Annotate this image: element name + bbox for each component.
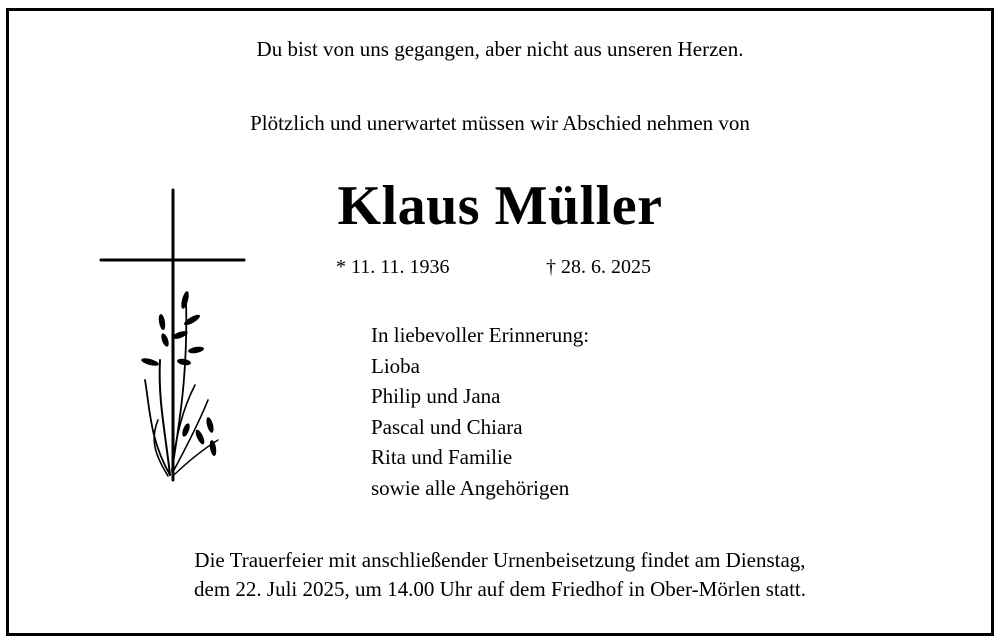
mourner-name: Pascal und Chiara bbox=[371, 414, 523, 439]
mourner-name: Lioba bbox=[371, 353, 420, 378]
mourners-heading: In liebevoller Erinnerung: bbox=[371, 323, 590, 347]
death-date: † 28. 6. 2025 bbox=[546, 256, 651, 278]
funeral-line-1: Die Trauerfeier mit anschließender Urnenbeisetzung findet am Dienstag, bbox=[194, 548, 806, 572]
intro-quote: Du bist von uns gegangen, aber nicht aus unseren Herzen. bbox=[256, 37, 744, 61]
mourners-list bbox=[371, 320, 589, 503]
birth-date: * 11. 11. 1936 bbox=[336, 256, 450, 278]
cross-with-grass-icon bbox=[0, 0, 260, 490]
mourner-name: sowie alle Angehörigen bbox=[371, 475, 570, 500]
mourner-name: Rita und Familie bbox=[371, 445, 513, 469]
intro-announcement: Plötzlich und unerwartet müssen wir Abschied nehmen von bbox=[250, 111, 750, 135]
funeral-line-2: dem 22. Juli 2025, um 14.00 Uhr auf dem Friedhof in Ober-Mörlen statt. bbox=[194, 577, 806, 601]
deceased-name: Klaus Müller bbox=[337, 175, 663, 237]
funeral-details bbox=[0, 546, 1000, 604]
mourner-name: Philip und Jana bbox=[371, 384, 501, 408]
